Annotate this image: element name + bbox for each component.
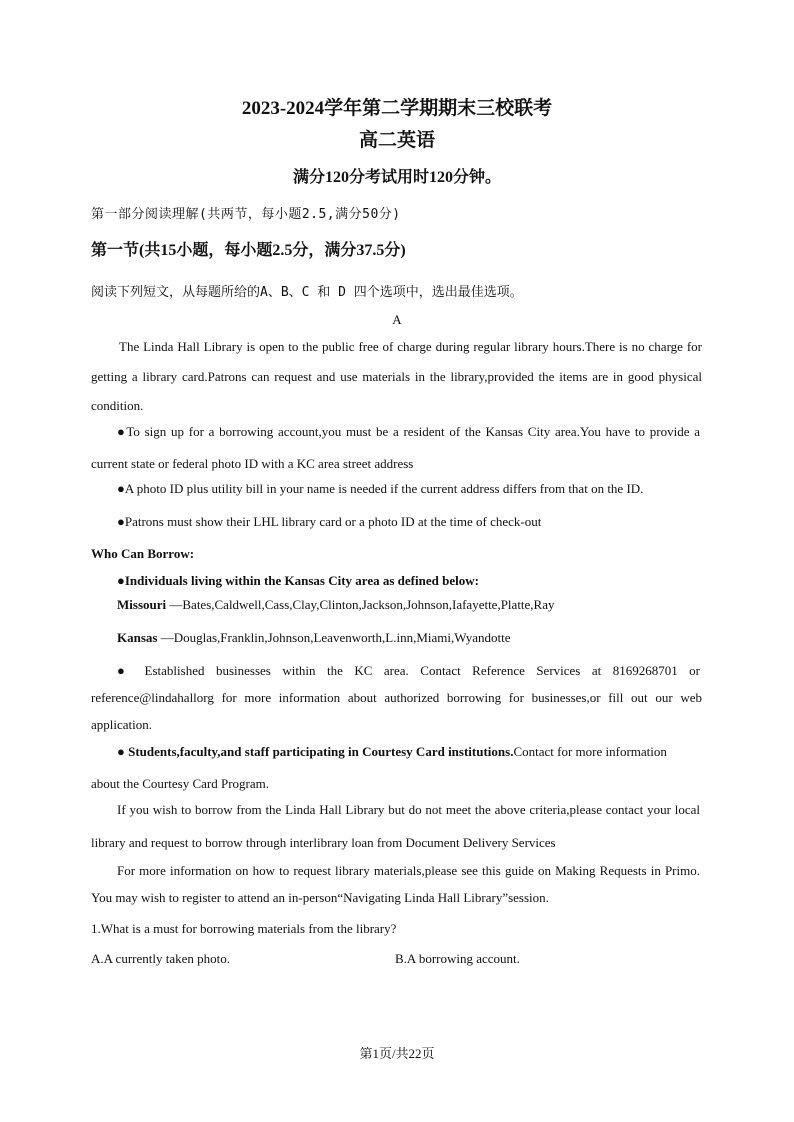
exam-subject: 高二英语 bbox=[358, 130, 435, 151]
question-1-option-b: B.A borrowing account. bbox=[395, 951, 520, 966]
page-number: 第1页/共22页 bbox=[359, 1046, 435, 1061]
kansas-line bbox=[117, 630, 511, 646]
question-1-stem: 1.What is a must for borrowing materials from the library? bbox=[91, 921, 397, 936]
criteria-line-2: library and request to borrow through interlibrary loan from Document Delivery Services bbox=[91, 835, 556, 850]
courtesy-bold: ● Students,faculty,and staff participating in Courtesy Card institutions. bbox=[117, 744, 514, 759]
part-heading: 第一部分阅读理解(共两节，每小题2.5,满分50分) bbox=[91, 207, 401, 222]
more-info-line-2: You may wish to register to attend an in-person“Navigating Linda Hall Library”session. bbox=[91, 890, 549, 905]
business-line-1: ● Established businesses within the KC area. Contact Reference Services at 8169268701 or bbox=[117, 663, 700, 678]
courtesy-rest: Contact for more information bbox=[513, 744, 667, 759]
missouri-counties: —Bates,Caldwell,Cass,Clay,Clinton,Jackson,Johnson,Iafayette,Platte,Ray bbox=[166, 597, 555, 612]
bullet-utility-bill: ●A photo ID plus utility bill in your name is needed if the current address differs from that on the ID. bbox=[117, 481, 644, 496]
exam-score-time: 满分120分考试用时120分钟。 bbox=[292, 169, 501, 186]
section-heading: 第一节(共15小题，每小题2.5分，满分37.5分) bbox=[91, 242, 406, 259]
bullet-borrowing-account-2: current state or federal photo ID with a KC area street address bbox=[91, 456, 414, 471]
passage-label: A bbox=[392, 312, 402, 327]
individuals-heading: ●Individuals living within the Kansas City area as defined below: bbox=[117, 573, 479, 588]
bullet-checkout: ●Patrons must show their LHL library card or a photo ID at the time of check-out bbox=[117, 514, 542, 529]
criteria-line-1: If you wish to borrow from the Linda Hall Library but do not meet the above criteria,please contact your local bbox=[117, 802, 700, 817]
intro-line-3: condition. bbox=[91, 398, 144, 413]
missouri-label: Missouri bbox=[117, 597, 167, 612]
courtesy-line-2: about the Courtesy Card Program. bbox=[91, 776, 269, 791]
intro-line-1: The Linda Hall Library is open to the public free of charge during regular library hours.There is no charge for bbox=[119, 339, 702, 354]
who-can-borrow-heading: Who Can Borrow: bbox=[91, 546, 195, 561]
exam-title: 2023-2024学年第二学期期末三校联考 bbox=[241, 98, 553, 119]
bullet-borrowing-account-1: ●To sign up for a borrowing account,you must be a resident of the Kansas City area.You have to provide a bbox=[117, 424, 700, 439]
business-line-2: reference@lindahallorg for more information about authorized borrowing for businesses,or fill out our web bbox=[91, 690, 702, 705]
kansas-label: Kansas bbox=[117, 630, 158, 645]
question-1-option-a: A.A currently taken photo. bbox=[91, 951, 230, 966]
business-line-3: application. bbox=[91, 717, 153, 732]
missouri-line bbox=[117, 597, 555, 613]
more-info-line-1: For more information on how to request library materials,please see this guide on Making Requests in Primo. bbox=[117, 863, 700, 878]
intro-line-2: getting a library card.Patrons can request and use materials in the library,provided the items are in good physical bbox=[91, 369, 702, 384]
courtesy-line-1 bbox=[117, 744, 667, 760]
instructions: 阅读下列短文，从每题所给的A、B、C 和 D 四个选项中，选出最佳选项。 bbox=[91, 285, 523, 300]
kansas-counties: —Douglas,Franklin,Johnson,Leavenworth,L.inn,Miami,Wyandotte bbox=[157, 630, 511, 645]
